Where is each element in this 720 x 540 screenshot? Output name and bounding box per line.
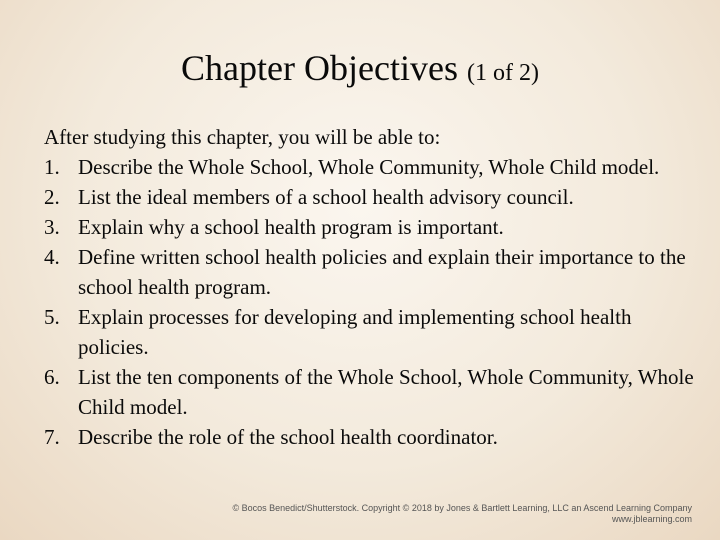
- objectives-body: [44, 122, 694, 452]
- objective-item: [44, 242, 694, 302]
- objective-number: 6.: [44, 365, 60, 389]
- objective-item: [44, 422, 694, 452]
- objective-text: List the ideal members of a school health advisory council.: [78, 185, 574, 209]
- objective-text: Describe the Whole School, Whole Community, Whole Child model.: [78, 155, 660, 179]
- objective-item: [44, 362, 694, 422]
- title-text: Chapter Objectives: [181, 48, 458, 88]
- objective-text: Explain processes for developing and implementing school health policies.: [78, 305, 632, 359]
- objective-item: [44, 152, 694, 182]
- objective-number: 7.: [44, 425, 60, 449]
- objective-number: 5.: [44, 305, 60, 329]
- objectives-list: [44, 152, 694, 452]
- objective-number: 2.: [44, 185, 60, 209]
- objective-number: 3.: [44, 215, 60, 239]
- objective-item: [44, 212, 694, 242]
- objective-text: List the ten components of the Whole School, Whole Community, Whole Child model.: [78, 365, 694, 419]
- objective-text: Describe the role of the school health coordinator.: [78, 425, 498, 449]
- intro-text: After studying this chapter, you will be able to:: [44, 125, 441, 149]
- credit-line: © Bocos Benedict/Shutterstock. Copyright © 2018 by Jones & Bartlett Learning, LLC an Ascend Learning Company: [232, 503, 692, 513]
- objective-number: 4.: [44, 245, 60, 269]
- objective-item: [44, 182, 694, 212]
- title-suffix: (1 of 2): [466, 60, 539, 86]
- objective-item: [44, 302, 694, 362]
- slide-title: [0, 46, 720, 95]
- objective-text: Explain why a school health program is important.: [78, 215, 504, 239]
- objective-text: Define written school health policies and explain their importance to the school health program.: [78, 245, 686, 299]
- copyright-credit: [232, 503, 692, 525]
- objective-number: 1.: [44, 155, 60, 179]
- credit-url: www.jblearning.com: [611, 514, 692, 524]
